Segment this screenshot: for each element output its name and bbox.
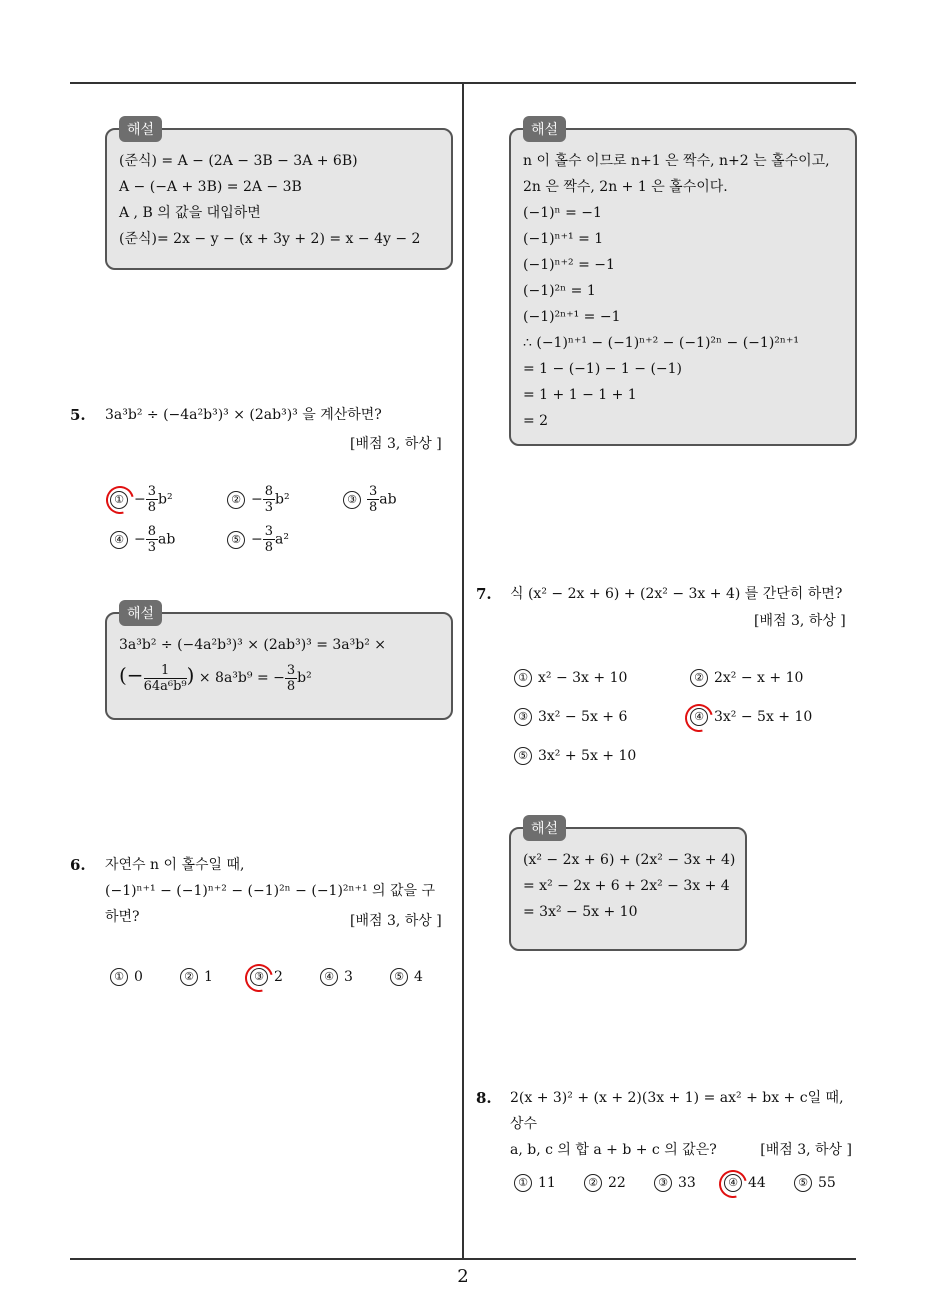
option-mark: ⑤: [227, 531, 245, 549]
option-5-3[interactable]: ③ $\frac{3}{8}$ ab: [343, 484, 397, 515]
solution-line: (준식)= 2x − y − (x + 3y + 2) = x − 4y − 2: [119, 231, 421, 247]
option-mark: ③: [514, 708, 532, 726]
solution-line: (−1)²ⁿ = 1: [523, 283, 596, 299]
solution-line: n 이 홀수 이므로 n+1 은 짝수, n+2 는 홀수이고,: [523, 153, 830, 169]
option-5-5[interactable]: ⑤ − $\frac{3}{8}$ a²: [227, 524, 289, 555]
solution-line: (−1)ⁿ = −1: [523, 205, 602, 221]
option-mark: ④: [320, 968, 338, 986]
question-score-6: [배점 3, 하상 ]: [350, 913, 442, 929]
solution-line: = 1 − (−1) − 1 − (−1): [523, 361, 683, 377]
fraction: $\frac{8}{3}$: [147, 524, 157, 555]
option-7-4[interactable]: ④ 3x² − 5x + 10: [690, 708, 812, 726]
solution-box-q7: [509, 821, 747, 951]
option-mark: ③: [250, 968, 268, 986]
fraction: $\frac{3}{8}$: [147, 484, 157, 515]
fraction: $\frac{3}{8}$: [264, 524, 274, 555]
option-6-4[interactable]: ④ 3: [320, 968, 353, 986]
solution-line: (준식) = A − (2A − 3B − 3A + 6B): [119, 153, 358, 169]
solution-line: A , B 의 값을 대입하면: [119, 205, 261, 221]
option-mark: ①: [514, 669, 532, 687]
option-mark: ②: [584, 1174, 602, 1192]
option-7-2[interactable]: ② 2x² − x + 10: [690, 669, 803, 687]
question-number-5: 5.: [70, 406, 86, 424]
option-mark: ⑤: [390, 968, 408, 986]
solution-line: (−1)ⁿ⁺² = −1: [523, 257, 615, 273]
solution-label: 해설: [119, 600, 162, 626]
option-mark: ①: [110, 968, 128, 986]
option-mark: ②: [227, 491, 245, 509]
solution-line: (− $\frac{1}{\text{64a⁶b⁹}}$ ) × 8a³b⁹ = − $\frac{3}{8}$ b²: [119, 662, 312, 694]
answer-mark-circle: [714, 1165, 752, 1203]
option-7-1[interactable]: ① x² − 3x + 10: [514, 669, 627, 687]
option-8-4[interactable]: ④ 44: [724, 1174, 766, 1192]
solution-line: = 2: [523, 413, 549, 429]
question-score-7: [배점 3, 하상 ]: [754, 613, 846, 629]
option-5-4[interactable]: ④ − $\frac{8}{3}$ ab: [110, 524, 175, 555]
column-divider: [462, 82, 464, 1260]
question-number-6: 6.: [70, 856, 86, 874]
option-mark: ④: [724, 1174, 742, 1192]
option-6-5[interactable]: ⑤ 4: [390, 968, 423, 986]
option-8-5[interactable]: ⑤ 55: [794, 1174, 836, 1192]
option-5-1[interactable]: ① − $\frac{3}{8}$ b²: [110, 484, 173, 515]
option-mark: ④: [110, 531, 128, 549]
bottom-rule: [70, 1258, 856, 1260]
solution-line: (x² − 2x + 6) + (2x² − 3x + 4): [523, 852, 736, 868]
solution-line: = 1 + 1 − 1 + 1: [523, 387, 637, 403]
option-mark: ⑤: [514, 747, 532, 765]
fraction: $\frac{3}{8}$: [369, 484, 378, 515]
option-7-5[interactable]: ⑤ 3x² + 5x + 10: [514, 747, 636, 765]
option-mark: ⑤: [794, 1174, 812, 1192]
option-7-3[interactable]: ③ 3x² − 5x + 6: [514, 708, 627, 726]
question-text-5: 3a³b² ÷ (−4a²b³)³ × (2ab³)³ 을 계산하면?: [105, 407, 382, 423]
option-6-1[interactable]: ① 0: [110, 968, 143, 986]
question-text-8: 2(x + 3)² + (x + 2)(3x + 1) = ax² + bx + c일 때, 상수 a, b, c 의 합 a + b + c 의 값은? [배점 3, 하상 ]: [510, 1085, 856, 1163]
solution-box-q4: [105, 122, 453, 270]
solution-line: 2n 은 짝수, 2n + 1 은 홀수이다.: [523, 179, 728, 195]
solution-line: A − (−A + 3B) = 2A − 3B: [119, 179, 302, 195]
solution-line: (−1)²ⁿ⁺¹ = −1: [523, 309, 621, 325]
solution-line: ∴ (−1)ⁿ⁺¹ − (−1)ⁿ⁺² − (−1)²ⁿ − (−1)²ⁿ⁺¹: [523, 335, 799, 351]
question-score-8: [배점 3, 하상 ]: [760, 1142, 852, 1158]
solution-label: 해설: [119, 116, 162, 142]
solution-box-q6: [509, 122, 857, 446]
option-mark: ②: [180, 968, 198, 986]
solution-line: = x² − 2x + 6 + 2x² − 3x + 4: [523, 878, 730, 894]
answer-mark-circle: [680, 699, 718, 737]
solution-box-q5: [105, 606, 453, 720]
solution-line: (−1)ⁿ⁺¹ = 1: [523, 231, 604, 247]
question-text-6: 자연수 n 이 홀수일 때, (−1)ⁿ⁺¹ − (−1)ⁿ⁺² − (−1)²ⁿ − (−1)²ⁿ⁺¹ 의 값을 구 하면?: [105, 857, 436, 925]
solution-label: 해설: [523, 116, 566, 142]
answer-mark-circle: [240, 959, 278, 997]
solution-line: = 3x² − 5x + 10: [523, 904, 638, 920]
question-text-7: 식 (x² − 2x + 6) + (2x² − 3x + 4) 를 간단히 하면?: [510, 586, 843, 602]
option-mark: ③: [654, 1174, 672, 1192]
option-8-1[interactable]: ① 11: [514, 1174, 556, 1192]
option-mark: ①: [514, 1174, 532, 1192]
solution-label: 해설: [523, 815, 566, 841]
option-mark: ③: [343, 491, 361, 509]
option-mark: ②: [690, 669, 708, 687]
option-6-2[interactable]: ② 1: [180, 968, 213, 986]
question-number-8: 8.: [476, 1089, 492, 1107]
option-6-3[interactable]: ③ 2: [250, 968, 283, 986]
question-number-7: 7.: [476, 585, 492, 603]
solution-line: 3a³b² ÷ (−4a²b³)³ × (2ab³)³ = 3a³b² ×: [119, 637, 387, 653]
option-8-2[interactable]: ② 22: [584, 1174, 626, 1192]
option-5-2[interactable]: ② − $\frac{8}{3}$ b²: [227, 484, 290, 515]
question-score-5: [배점 3, 하상 ]: [350, 436, 442, 452]
option-mark: ④: [690, 708, 708, 726]
option-mark: ①: [110, 491, 128, 509]
fraction: $\frac{8}{3}$: [264, 484, 274, 515]
page-number: 2: [457, 1266, 469, 1287]
option-8-3[interactable]: ③ 33: [654, 1174, 696, 1192]
